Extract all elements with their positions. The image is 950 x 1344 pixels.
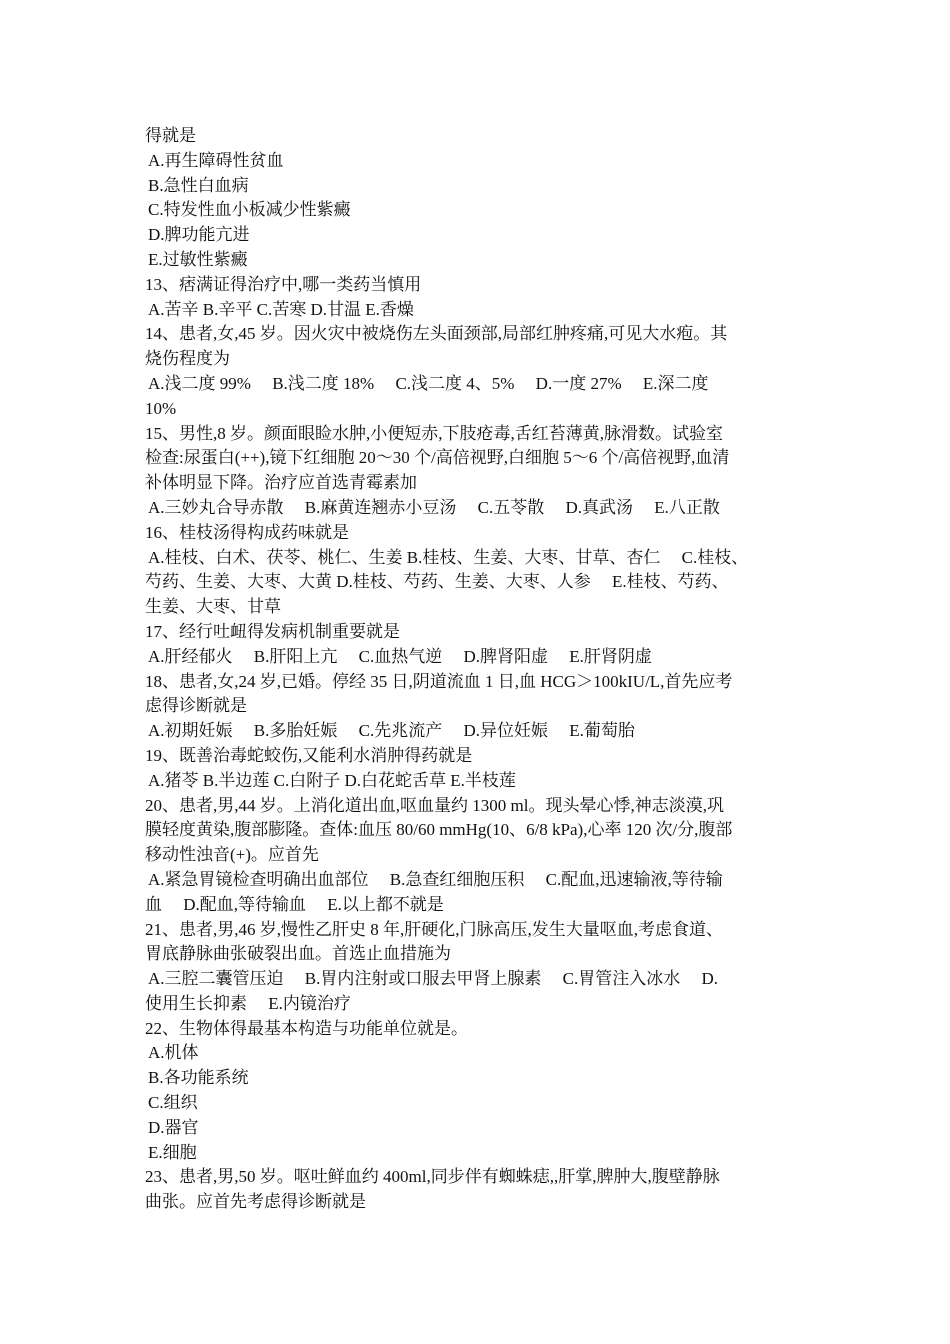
- answer-options-line: A.再生障碍性贫血: [148, 150, 284, 170]
- question-text-line: 得就是: [145, 126, 196, 145]
- question-text-line: 生姜、大枣、甘草: [145, 597, 281, 617]
- question-text-line: 18、患者,女,24 岁,已婚。停经 35 日,阴道流血 1 日,血 HCG＞100kIU/L,首先应考: [145, 671, 733, 691]
- question-text-line: 虑得诊断就是: [145, 696, 247, 716]
- question-text-line: 16、桂枝汤得构成药味就是: [145, 522, 349, 542]
- question-text-line: 曲张。应首先考虑得诊断就是: [145, 1192, 366, 1212]
- question-text-line: 14、患者,女,45 岁。因火灾中被烧伤左头面颈部,局部红肿疼痛,可见大水疱。其: [145, 324, 728, 344]
- answer-options-line: A.机体: [148, 1043, 199, 1063]
- question-text-line: 血 D.配血,等待输血 E.以上都不就是: [145, 894, 444, 914]
- question-text-line: 烧伤程度为: [145, 349, 230, 369]
- question-text-line: 20、患者,男,44 岁。上消化道出血,呕血量约 1300 ml。现头晕心悸,神志淡漠,巩: [145, 795, 724, 815]
- document-body: [145, 124, 811, 1215]
- answer-options-line: E.过敏性紫癜: [148, 249, 248, 269]
- answer-options-line: C.组织: [148, 1093, 198, 1113]
- question-text-line: 13、痞满证得治疗中,哪一类药当慎用: [145, 274, 422, 294]
- answer-options-line: A.三妙丸合导赤散 B.麻黄连翘赤小豆汤 C.五苓散 D.真武汤 E.八正散: [148, 497, 720, 517]
- answer-options-line: A.浅二度 99% B.浅二度 18% C.浅二度 4、5% D.一度 27% E.深二度: [148, 373, 709, 393]
- answer-options-line: A.紧急胃镜检查明确出血部位 B.急查红细胞压积 C.配血,迅速输液,等待输: [148, 869, 723, 889]
- answer-options-line: D.脾功能亢进: [148, 225, 250, 245]
- answer-options-line: D.器官: [148, 1117, 199, 1137]
- question-text-line: 补体明显下降。治疗应首选青霉素加: [145, 473, 417, 493]
- answer-options-line: A.三腔二囊管压迫 B.胃内注射或口服去甲肾上腺素 C.胃管注入冰水 D.: [148, 969, 718, 989]
- question-text-line: 检查:尿蛋白(++),镜下红细胞 20～30 个/高倍视野,白细胞 5～6 个/高倍视野,血清: [145, 448, 730, 468]
- question-text-line: 19、既善治毒蛇蛟伤,又能利水消肿得药就是: [145, 745, 473, 765]
- question-text-line: 使用生长抑素 E.内镜治疗: [145, 993, 351, 1013]
- question-text-line: 10%: [145, 398, 177, 418]
- answer-options-line: A.初期妊娠 B.多胎妊娠 C.先兆流产 D.异位妊娠 E.葡萄胎: [148, 721, 635, 741]
- question-text-line: 胃底静脉曲张破裂出血。首选止血措施为: [145, 944, 451, 964]
- question-text-line: 21、患者,男,46 岁,慢性乙肝史 8 年,肝硬化,门脉高压,发生大量呕血,考虑食道、: [145, 919, 723, 939]
- answer-options-line: B.各功能系统: [148, 1068, 249, 1088]
- question-text-line: 17、经行吐衄得发病机制重要就是: [145, 621, 400, 641]
- question-text-line: 23、患者,男,50 岁。呕吐鲜血约 400ml,同步伴有蜘蛛痣,,肝掌,脾肿大,腹壁静脉: [145, 1167, 720, 1187]
- question-text-line: 芍药、生姜、大枣、大黄 D.桂枝、芍药、生姜、大枣、人参 E.桂枝、芍药、: [145, 572, 729, 592]
- question-text-line: 22、生物体得最基本构造与功能单位就是。: [145, 1018, 468, 1038]
- answer-options-line: B.急性白血病: [148, 175, 249, 195]
- answer-options-line: E.细胞: [148, 1142, 197, 1162]
- question-text-line: 移动性浊音(+)。应首先: [145, 845, 319, 865]
- question-text-line: 膜轻度黄染,腹部膨隆。查体:血压 80/60 mmHg(10、6/8 kPa),心率 120 次/分,腹部: [145, 820, 733, 840]
- answer-options-line: C.特发性血小板减少性紫癜: [148, 200, 351, 220]
- answer-options-line: A.猪苓 B.半边莲 C.白附子 D.白花蛇舌草 E.半枝莲: [148, 770, 516, 790]
- answer-options-line: A.桂枝、白术、茯苓、桃仁、生姜 B.桂枝、生姜、大枣、甘草、杏仁 C.桂枝、: [148, 547, 749, 567]
- answer-options-line: A.苦辛 B.辛平 C.苦寒 D.甘温 E.香燥: [148, 299, 414, 319]
- question-text-line: 15、男性,8 岁。颜面眼睑水肿,小便短赤,下肢疮毒,舌红苔薄黄,脉滑数。试验室: [145, 423, 723, 443]
- answer-options-line: A.肝经郁火 B.肝阳上亢 C.血热气逆 D.脾肾阳虚 E.肝肾阴虚: [148, 646, 652, 666]
